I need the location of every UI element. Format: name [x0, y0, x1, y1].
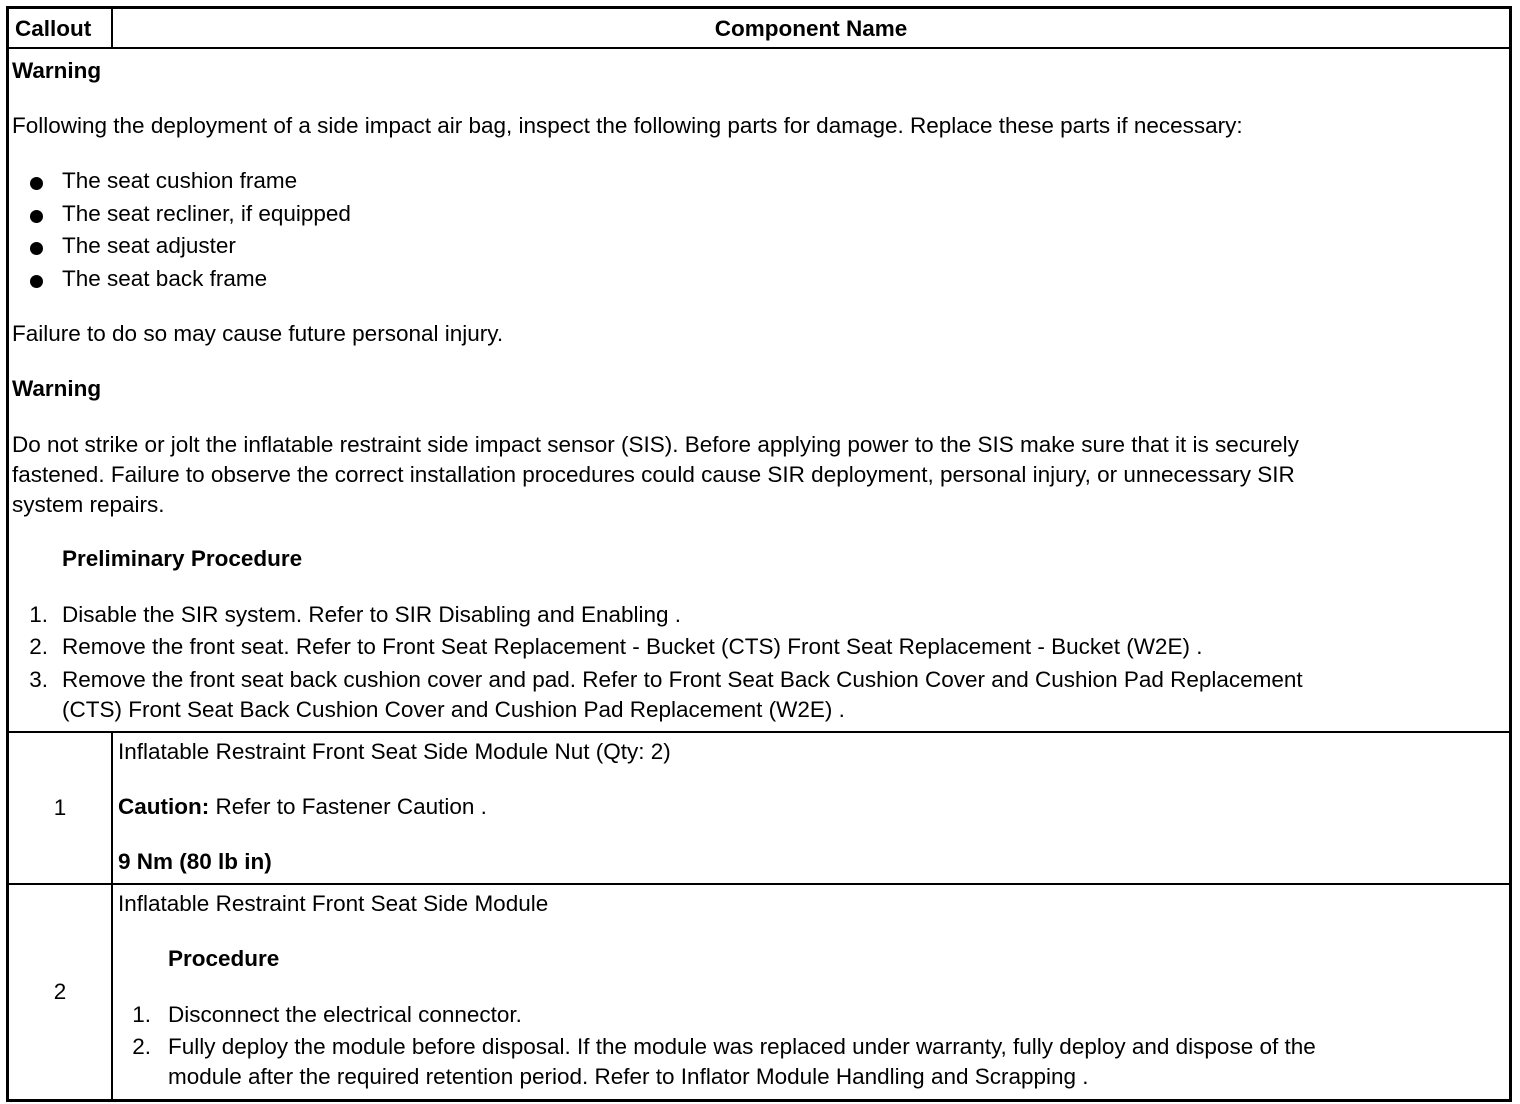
- row-divider: [9, 883, 1509, 885]
- step-number: 3.: [29, 667, 48, 692]
- bullet-icon: [30, 210, 43, 223]
- step-text: Disconnect the electrical connector.: [168, 1002, 522, 1027]
- list-item: The seat recliner, if equipped: [62, 201, 351, 226]
- step-number: 1.: [29, 602, 48, 627]
- caution-text: Refer to Fastener Caution .: [209, 794, 487, 819]
- bullet-icon: [30, 177, 43, 190]
- step-text: Disable the SIR system. Refer to SIR Disabling and Enabling .: [62, 602, 682, 627]
- warning-text-line: Do not strike or jolt the inflatable restraint side impact sensor (SIS). Before applying power to the SIS make sure that it is securely: [12, 432, 1299, 457]
- caution-line: [118, 792, 487, 822]
- warning-title: Warning: [12, 376, 102, 401]
- list-item: The seat cushion frame: [62, 168, 298, 193]
- column-divider: [111, 731, 113, 1099]
- bullet-icon: [30, 275, 43, 288]
- step-number: 1.: [132, 1002, 151, 1027]
- list-item: The seat adjuster: [62, 233, 236, 258]
- warning-text: Following the deployment of a side impact air bag, inspect the following parts for damage. Replace these parts if necessary:: [12, 113, 1243, 138]
- component-table: [6, 6, 1512, 1102]
- caution-label: Caution:: [118, 794, 210, 819]
- callout-number: 1: [53, 795, 67, 820]
- warning-text-line: system repairs.: [12, 492, 165, 517]
- warning-text-line: fastened. Failure to observe the correct installation procedures could cause SIR deployment, personal injury, or unnecessary SIR: [12, 462, 1295, 487]
- list-item: The seat back frame: [62, 266, 268, 291]
- procedure-title: Preliminary Procedure: [62, 546, 303, 571]
- step-number: 2.: [132, 1034, 151, 1059]
- step-text: Remove the front seat back cushion cover and pad. Refer to Front Seat Back Cushion Cover and Cushion Pad Replacement: [62, 667, 1303, 692]
- callout-cell: [9, 733, 111, 883]
- step-text: (CTS) Front Seat Back Cushion Cover and Cushion Pad Replacement (W2E) .: [62, 697, 845, 722]
- step-text: module after the required retention period. Refer to Inflator Module Handling and Scrapping .: [168, 1064, 1089, 1089]
- header-component-name: Component Name: [714, 16, 908, 41]
- warning-footer: Failure to do so may cause future personal injury.: [12, 321, 504, 346]
- procedure-title: Procedure: [168, 946, 280, 971]
- step-text: Remove the front seat. Refer to Front Seat Replacement - Bucket (CTS) Front Seat Replacement - Bucket (W2E) .: [62, 634, 1203, 659]
- row-divider: [9, 731, 1509, 733]
- header-callout: Callout: [15, 16, 92, 41]
- warning-title: Warning: [12, 58, 102, 83]
- step-text: Fully deploy the module before disposal. If the module was replaced under warranty, fully deploy and dispose of the: [168, 1034, 1316, 1059]
- component-name: Inflatable Restraint Front Seat Side Module Nut (Qty: 2): [118, 739, 671, 764]
- bullet-icon: [30, 242, 43, 255]
- callout-cell: [9, 885, 111, 1099]
- callout-number: 2: [53, 979, 67, 1004]
- step-number: 2.: [29, 634, 48, 659]
- component-name: Inflatable Restraint Front Seat Side Module: [118, 891, 549, 916]
- torque-spec: 9 Nm (80 lb in): [118, 849, 272, 874]
